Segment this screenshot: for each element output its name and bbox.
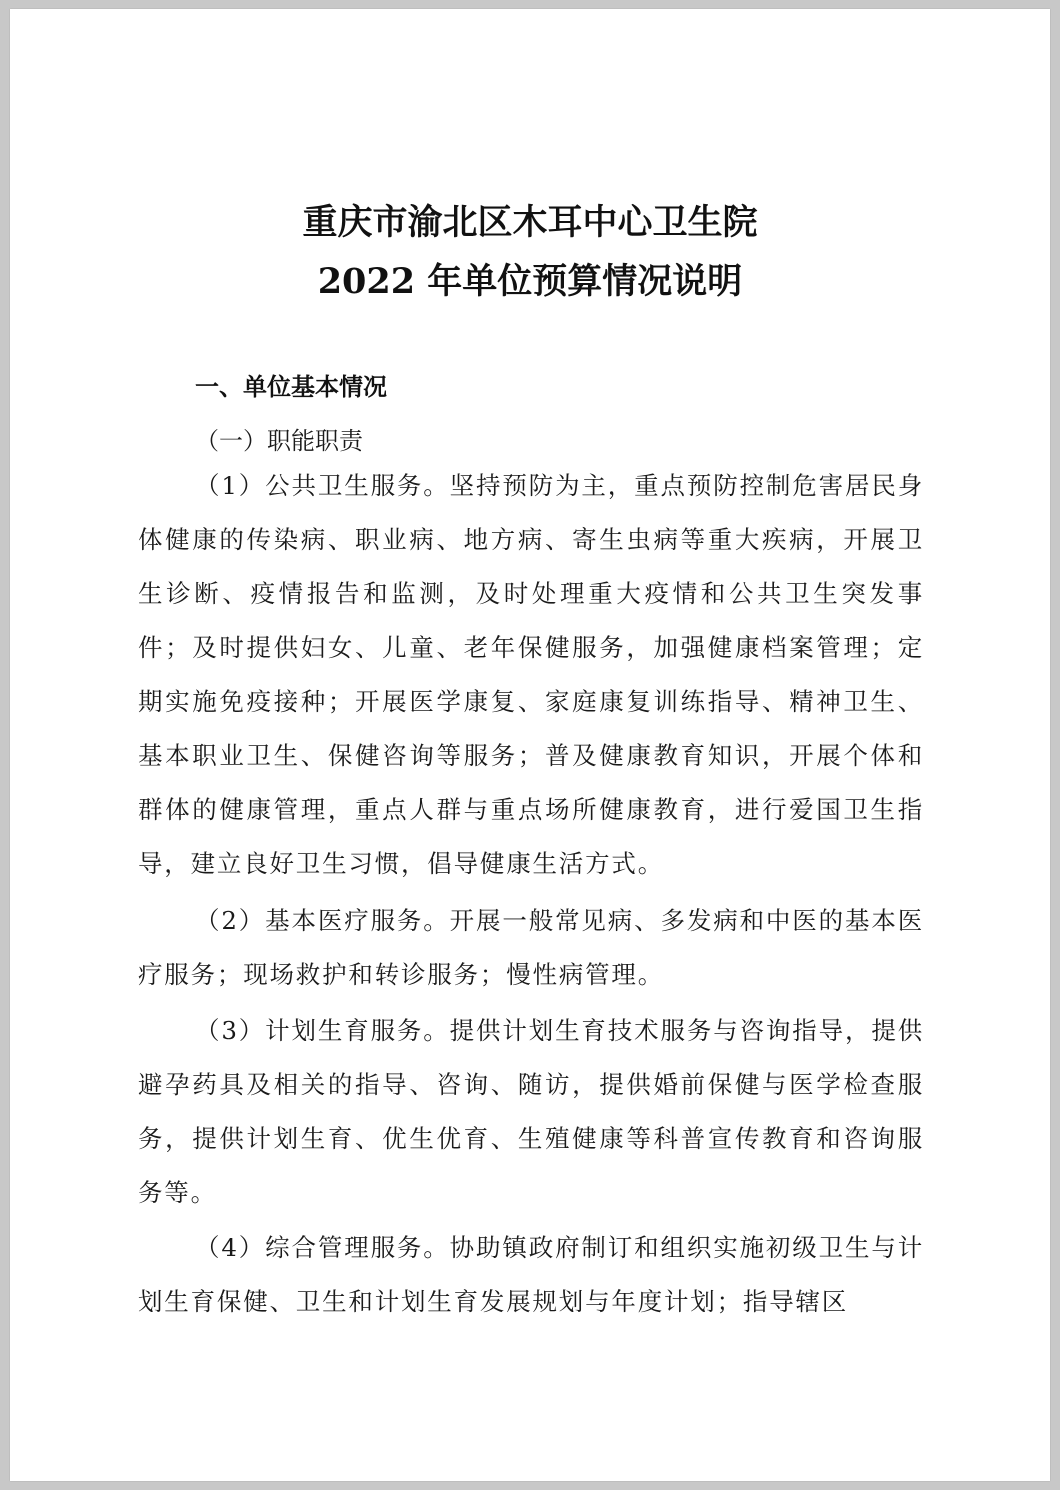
paragraph-public-health: （1）公共卫生服务。坚持预防为主，重点预防控制危害居民身体健康的传染病、职业病、地方病、寄生虫病等重大疾病，开展卫生诊断、疫情报告和监测，及时处理重大疫情和公共卫生突发事件；及时提供妇女、儿童、老年保健服务，加强健康档案管理；定期实施免疫接种；开展医学康复、家庭康复训练指导、精神卫生、基本职业卫生、保健咨询等服务；普及健康教育知识，开展个体和群体的健康管理，重点人群与重点场所健康教育，进行爱国卫生指导，建立良好卫生习惯，倡导健康生活方式。	[138, 471, 925, 878]
document-page	[10, 9, 1050, 1481]
section-heading: 一、单位基本情况	[195, 373, 387, 401]
subsection-heading: （一）职能职责	[195, 427, 363, 455]
paragraph-family-planning: （3）计划生育服务。提供计划生育技术服务与咨询指导，提供避孕药具及相关的指导、咨询、随访，提供婚前保健与医学检查服务，提供计划生育、优生优育、生殖健康等科普宣传教育和咨询服务等。	[138, 1016, 925, 1207]
document-title-line2: 2022 年单位预算情况说明	[317, 261, 743, 302]
document-title-line1: 重庆市渝北区木耳中心卫生院	[302, 202, 758, 243]
paragraph-basic-medical: （2）基本医疗服务。开展一般常见病、多发病和中医的基本医疗服务；现场救护和转诊服务；慢性病管理。	[138, 906, 925, 989]
paragraph-management: （4）综合管理服务。协助镇政府制订和组织实施初级卫生与计划生育保健、卫生和计划生育发展规划与年度计划；指导辖区	[138, 1233, 925, 1316]
